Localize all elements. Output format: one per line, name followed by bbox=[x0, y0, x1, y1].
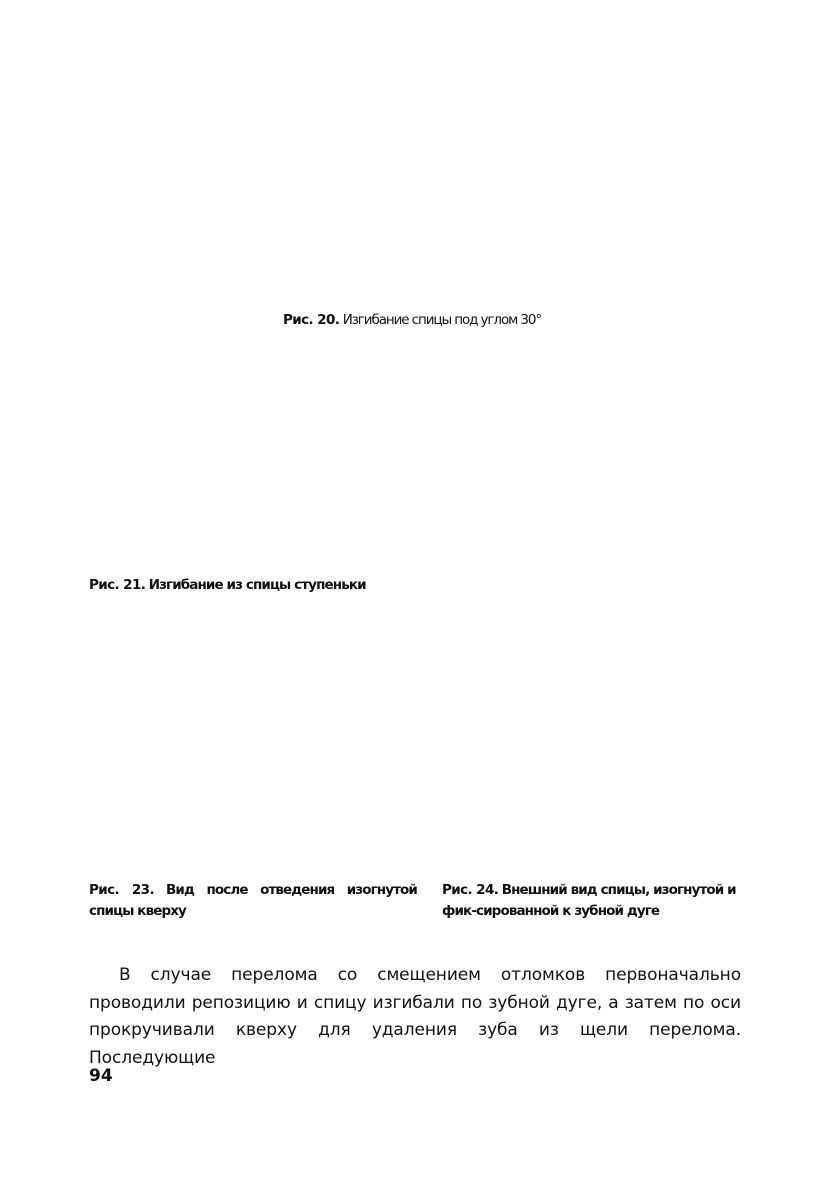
figure-24-caption bbox=[442, 880, 754, 922]
body-paragraph: В случае перелома со смещением отломков первоначально проводили репозицию и спицу изгибали по зубной дуге, а затем по оси прокручивали кверху для удаления зуба из щели перелома. Последующие bbox=[89, 965, 741, 1068]
figure-21-label: Рис. 21. bbox=[89, 577, 146, 593]
figure-21-text: Изгибание из спицы ступеньки bbox=[148, 577, 366, 593]
figure-23-label: Рис. 23. bbox=[89, 882, 154, 898]
figure-20-caption bbox=[283, 310, 541, 331]
figure-24-text: Внешний вид спицы, изогнутой и фик-сированной к зубной дуге bbox=[442, 882, 736, 919]
page-number: 94 bbox=[89, 1066, 113, 1086]
figure-21-caption bbox=[89, 575, 366, 596]
figure-23-caption bbox=[89, 880, 417, 922]
figure-23-text: Вид после отведения изогнутой спицы кверху bbox=[89, 882, 417, 919]
figure-24-label: Рис. 24. bbox=[442, 882, 499, 898]
figure-20-text: Изгибание спицы под углом 30° bbox=[342, 312, 542, 328]
figure-20-label: Рис. 20. bbox=[283, 312, 340, 328]
